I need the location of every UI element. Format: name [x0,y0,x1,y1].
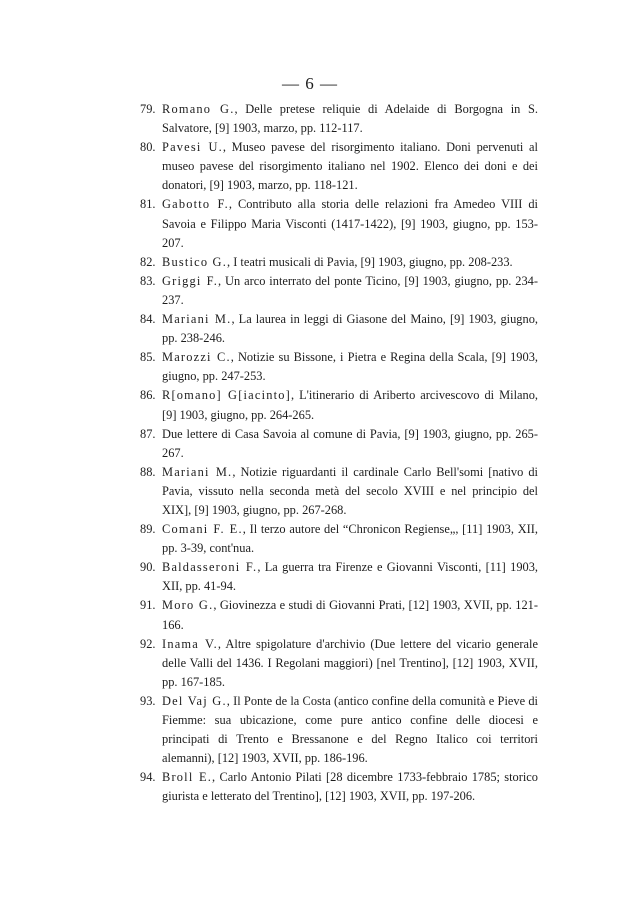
entry-text: , L'itinerario di Ariberto arcivescovo di Milano, [9] 1903, giugno, pp. 264-265. [162,388,538,422]
entry-number: 81. [140,197,156,212]
entry-number: 79. [140,102,156,116]
entry-number: 90. [140,560,156,575]
entry-text: , Carlo Antonio Pilati [28 dicembre 1733-febbraio 1785; storico giurista e letterato del Trentino], [12] 1903, XVII, pp. 197-206. [162,770,538,804]
bibliography-list [140,100,539,806]
entry-number: 86. [140,388,156,403]
entry-text: , Altre spigolature d'archivio (Due lettere del vicario generale delle Valli del 1436. I Regolani maggiori) [nel Trentino], [12] 1903, XVII, pp. 167-185. [162,636,538,689]
entry-author: Broll E. [162,770,213,785]
entry-number: 84. [140,312,156,327]
entry-text: , Delle pretese reliquie di Adelaide di Borgogna in S. Salvatore, [9] 1903, marzo, pp. 112-117. [162,102,538,136]
entry-author: Marozzi C. [162,350,231,365]
entry-text: , Notizie su Bissone, i Pietra e Regina della Scala, [9] 1903, giugno, pp. 247-253. [162,350,538,384]
entry-text: , Il Ponte de la Costa (antico confine della comunità e Pieve di Fiemme: sua ubicazione, come pure antico confine delle diocesi e principati di Trento e Bressanone e del Regno Italico coi territori alemanni), [12] 1903, XVII, pp. 186-196. [162,693,538,766]
entry-author: Del Vaj G. [162,693,227,708]
entry-text: , I teatri musicali di Pavia, [9] 1903, giugno, pp. 208-233. [227,254,513,269]
entry-text: , Giovinezza e studi di Giovanni Prati, [12] 1903, XVII, pp. 121-166. [162,598,539,632]
entry-text: , La laurea in leggi di Giasone del Maino, [9] 1903, giugno, pp. 238-246. [162,312,538,346]
bibliography-entry [140,635,538,692]
entry-text: , Notizie riguardanti il cardinale Carlo Bell'somi [nativo di Pavia, vissuto nella seconda metà del secolo XVIII e nel principio del XIX], [9] 1903, giugno, pp. 267-268. [162,464,538,517]
entry-text: , Museo pavese del risorgimento italiano. Doni pervenuti al museo pavese del risorgimento italiano nel 1902. Elenco dei doni e dei donatori, [9] 1903, marzo, pp. 118-121. [162,140,538,193]
bibliography-entry [140,768,538,806]
entry-number: 89. [140,522,156,537]
entry-author: Gabotto F. [162,197,229,212]
entry-author: Mariani M. [162,464,233,479]
bibliography-entry [140,348,538,386]
entry-author: Baldasseroni F. [162,560,258,575]
entry-number: 93. [140,693,156,708]
bibliography-entry [140,425,538,463]
entry-number: 87. [140,426,156,441]
page-number: — 6 — [282,74,338,93]
entry-text: , La guerra tra Firenze e Giovanni Visconti, [11] 1903, XII, pp. 41-94. [162,560,538,594]
entry-number: 91. [140,598,156,613]
entry-text: , Un arco interrato del ponte Ticino, [9] 1903, giugno, pp. 234-237. [162,273,538,307]
bibliography-entry [140,386,538,424]
entry-number: 82. [140,254,156,269]
entry-author: Mariani M. [162,312,232,327]
entry-number: 94. [140,770,156,785]
entry-number: 88. [140,464,156,479]
entry-number: 92. [140,636,156,651]
bibliography-entry [140,692,538,768]
entry-author: Comani F. E. [162,522,243,537]
bibliography-entry [140,272,538,310]
entry-text: , Contributo alla storia delle relazioni fra Amedeo VIII di Savoia e Filippo Maria Visconti (1417-1422), [9] 1903, giugno, pp. 153-207. [162,197,538,250]
entry-author: Moro G. [162,598,214,613]
entry-text: , Il terzo autore del “Chronicon Regiense„, [11] 1903, XII, pp. 3-39, cont'nua. [162,522,538,556]
bibliography-entry [140,558,538,596]
entry-author: Bustico G. [162,254,228,269]
entry-number: 83. [140,273,156,288]
bibliography-entry [140,100,538,138]
bibliography-entry [140,195,538,252]
bibliography-entry [140,520,538,558]
bibliography-entry [140,138,538,195]
entry-author: Inama V. [162,636,218,651]
entry-author: Romano G. [162,102,235,116]
bibliography-entry [140,596,539,634]
entry-author: Pavesi U. [162,140,223,155]
entry-author: R[omano] G[iacinto] [162,388,291,403]
bibliography-entry [140,253,538,272]
entry-number: 85. [140,350,156,365]
bibliography-entry [140,463,538,520]
entry-text: Due lettere di Casa Savoia al comune di Pavia, [9] 1903, giugno, pp. 265-267. [162,426,538,460]
entry-author: Griggi F. [162,273,219,288]
bibliography-entry [140,310,538,348]
entry-number: 80. [140,140,156,155]
